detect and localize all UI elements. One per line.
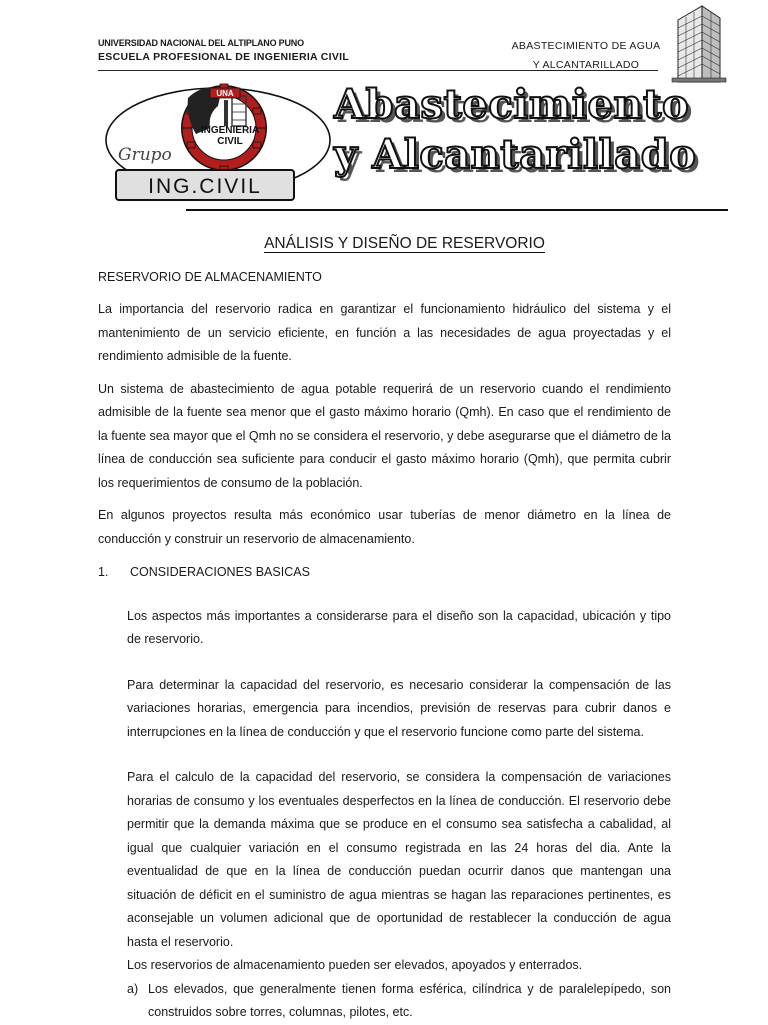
list-item-a [127, 978, 671, 1025]
banner-line-1: Abastecimiento [334, 81, 690, 128]
group-logo [96, 78, 340, 224]
university-name: UNIVERSIDAD NACIONAL DEL ALTIPLANO PUNO [98, 38, 304, 48]
section-heading [98, 561, 671, 585]
section-paragraph-1: Los aspectos más importantes a considerarse para el diseño son la capacidad, ubicación y tipo de reservorio. [127, 608, 671, 646]
paragraph-3: En algunos proyectos resulta más económico usar tuberías de menor diámetro en la línea de conducción y construir un reservorio de almacenamiento. [98, 508, 671, 546]
list-item-a-label: a) [127, 981, 139, 996]
logo-script-word: Grupo [118, 145, 172, 165]
course-line-2: Y ALCANTARILLADO [532, 59, 640, 71]
course-line-1: ABASTECIMIENTO DE AGUA [511, 40, 661, 52]
logo-plate-text: ING.CIVIL [148, 175, 262, 198]
document-body [98, 232, 671, 1025]
document-title: ANÁLISIS Y DISEÑO DE RESERVORIO [264, 235, 545, 252]
section-paragraph-4: Los reservorios de almacenamiento pueden ser elevados, apoyados y enterrados. [127, 958, 583, 972]
paragraph-2: Un sistema de abastecimiento de agua potable requerirá de un reservorio cuando el rendimiento admisible de la fuente sea menor que el gasto máximo horario (Qmh). En caso que el rendimiento de la fuente sea mayor que el Qmh no se considera el reservorio, y debe asegurarse que el diámetro de la línea de conducción sea suficiente para conducir el gasto máximo horario (Qmh), que permita cubrir los requerimientos de consumo de la población. [98, 381, 671, 490]
document-subtitle: RESERVORIO DE ALMACENAMIENTO [98, 269, 322, 284]
list-item-a-text: Los elevados, que generalmente tienen forma esférica, cilíndrica y de paralelepípedo, son construidos sobre torres, columnas, pilotes, etc. [148, 981, 671, 1019]
building-icon [664, 4, 728, 84]
logo-badge-line2: CIVIL [217, 136, 243, 147]
banner-line-2: y Alcantarillado [334, 131, 697, 178]
logo-badge-line1: INGENIERIA [200, 125, 260, 136]
section-paragraph-3: Para el calculo de la capacidad del reservorio, se considera la compensación de variaciones horarias de consumo y los eventuales desperfectos en la línea de conducción. El reservorio debe permitir que la demanda máxima que se produce en el consumo sea satisfecha a cabalidad, al igual que cualquier variación en el consumo registrada en las 24 horas del dia. Ante la eventualidad de que en la línea de conducción puedan ocurrir danos que mantengan una situación de déficit en el suministro de agua mientras se hagan las reparaciones pertinentes, es aconsejable un volumen adicional que de oportunidad de restablecer la conducción de agua hasta el reservorio. [127, 770, 671, 949]
header-rule [98, 70, 658, 71]
header-left [98, 38, 349, 63]
section-title: CONSIDERACIONES BASICAS [130, 565, 310, 579]
paragraph-1: La importancia del reservorio radica en garantizar el funcionamiento hidráulico del sistema y el mantenimiento de un servicio eficiente, en función a las necesidades de agua proyectadas y el rendimiento admisible de la fuente. [98, 302, 671, 363]
section-number: 1. [98, 565, 109, 579]
banner-title [334, 80, 696, 180]
logo-badge-top: UNA [216, 89, 234, 98]
banner-rule [186, 209, 728, 211]
section-paragraph-2: Para determinar la capacidad del reservorio, es necesario considerar la compensación de las variaciones horarias, emergencia para incendios, previsión de reservas para cubrir danos e interrupciones en la línea de conducción y que el reservorio funcione como parte del sistema. [127, 677, 671, 739]
school-name: ESCUELA PROFESIONAL DE INGENIERIA CIVIL [98, 51, 350, 63]
